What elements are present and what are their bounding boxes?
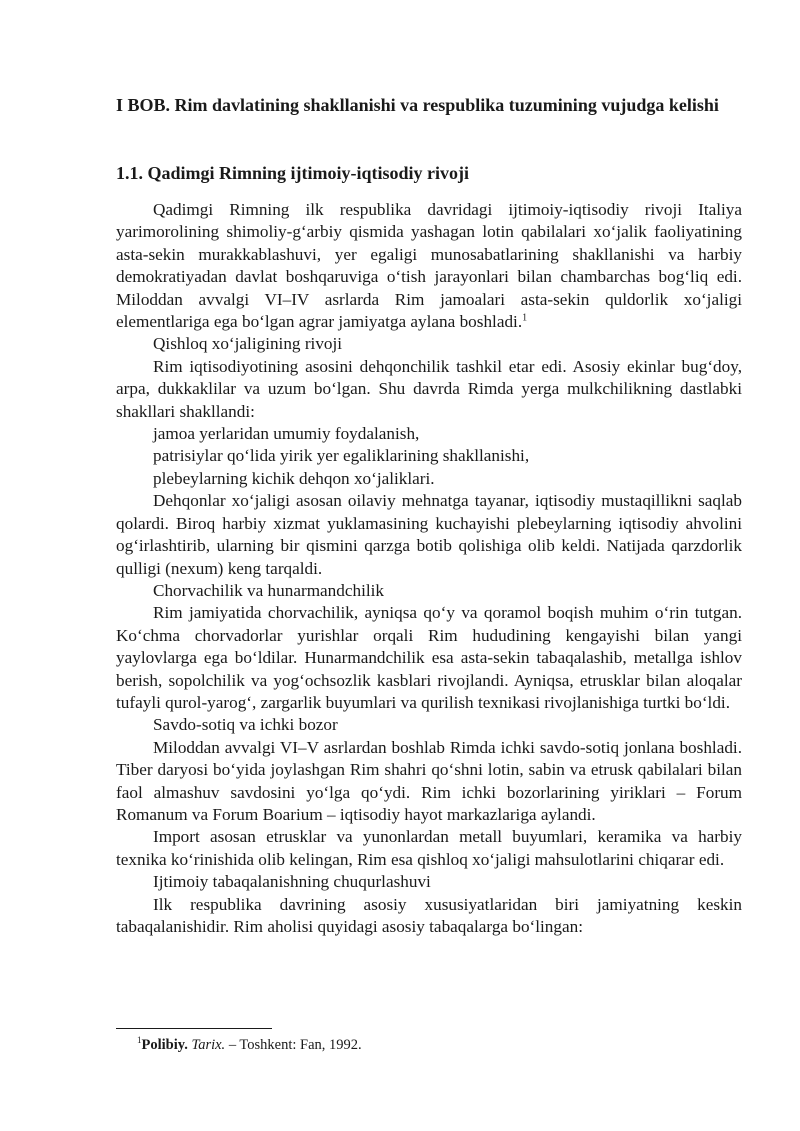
subheading-livestock: Chorvachilik va hunarmandchilik <box>153 580 385 600</box>
list-item: jamoa yerlaridan umumiy foydalanish, <box>153 424 420 444</box>
footnote-separator <box>116 1028 272 1029</box>
paragraph-intro <box>116 199 742 333</box>
list-item: plebeylarning kichik dehqon xo‘jaliklari. <box>153 468 435 488</box>
paragraph-intro-text: Qadimgi Rimning ilk respublika davridagi ijtimoiy-iqtisodiy rivoji Italiya yarimorolining shimoliy-g‘arbiy qismida yashagan lotin qabilalari xo‘jalik faoliyatining asta-sekin murakkablashuvi, yer egaligi munosabatlarining shakllanishi va harbiy demokratiyadan davlat boshqaruviga o‘tish jarayonlari bilan chambarchas bog‘liq edi. Miloddan avvalgi VI–IV asrlarda Rim jamoalari asta-sekin quldorlik xo‘jaligi elementlariga ega bo‘lgan agrar jamiyatga aylana boshladi. <box>116 200 742 332</box>
paragraph-livestock: Rim jamiyatida chorvachilik, ayniqsa qo‘y va qoramol boqish muhim o‘rin tutgan. Ko‘chma chorvadorlar yurishlar orqali Rim hududining kengayishi bilan yangi yaylovlarga ega bo‘ldilar. Hunarmandchilik esa asta-sekin tabaqalashib, metallga ishlov berish, sopolchilik va yog‘ochsozlik kasblari rivojlandi. Ayniqsa, etrusklar bilan aloqalar tufayli qurol-yarog‘, zargarlik buyumlari va qurilish texnikasi rivojlanishiga turtki bo‘ldi. <box>116 603 742 712</box>
footnote-author: Polibiy. <box>141 1037 188 1053</box>
chapter-title: I BOB. Rim davlatining shakllanishi va respublika tuzumining vujudga kelishi <box>116 95 719 115</box>
list-item: patrisiylar qo‘lida yirik yer egaliklarining shakllanishi, <box>153 446 530 466</box>
paragraph-social: Ilk respublika davrining asosiy xususiyatlaridan biri jamiyatning keskin tabaqalanishidir. Rim aholisi quyidagi asosiy tabaqalarga bo‘lingan: <box>116 894 742 936</box>
paragraph-trade: Miloddan avvalgi VI–V asrlardan boshlab Rimda ichki savdo-sotiq jonlana boshladi. Tiber daryosi bo‘yida joylashgan Rim shahri qo‘shni lotin, sabin va etrusk qabilalari bilan faol almashuv savdosini yo‘lga qo‘ydi. Rim ichki bozorlarining yiriklari – Forum Romanum va Forum Boarium – iqtisodiy hayot markazlariga aylandi. <box>116 737 742 824</box>
section-title: 1.1. Qadimgi Rimning ijtimoiy-iqtisodiy rivoji <box>116 163 470 183</box>
footnote-publication: – Toshkent: Fan, 1992. <box>225 1037 362 1053</box>
paragraph-peasants: Dehqonlar xo‘jaligi asosan oilaviy mehnatga tayanar, iqtisodiy mustaqillikni saqlab qolardi. Biroq harbiy xizmat yuklamasining kuchayishi plebeylarning iqtisodiy ahvolini og‘irlashtirib, ularning bir qismini qarzga botib qolishiga olib keldi. Natijada qarzdorlik qulligi (nexum) keng tarqaldi. <box>116 491 742 578</box>
footnote-title: Tarix. <box>191 1037 226 1053</box>
footnote <box>137 1036 737 1055</box>
paragraph-import: Import asosan etrusklar va yunonlardan metall buyumlari, keramika va harbiy texnika ko‘rinishida olib kelingan, Rim esa qishloq xo‘jaligi mahsulotlarini chiqarar edi. <box>116 827 742 869</box>
body-text <box>116 199 742 938</box>
footnote-number: 1 <box>137 1035 142 1046</box>
subheading-agriculture: Qishloq xo‘jaligining rivoji <box>153 334 343 354</box>
subheading-trade: Savdo-sotiq va ichki bozor <box>153 715 338 735</box>
paragraph-agriculture: Rim iqtisodiyotining asosini dehqonchilik tashkil etar edi. Asosiy ekinlar bug‘doy, arpa, dukkaklilar va uzum bo‘lgan. Shu davrda Rimda yerga mulkchilikning dastlabki shakllari shakllandi: <box>116 356 742 421</box>
subheading-social: Ijtimoiy tabaqalanishning chuqurlashuvi <box>153 872 431 892</box>
footnote-ref[interactable]: 1 <box>522 312 528 324</box>
